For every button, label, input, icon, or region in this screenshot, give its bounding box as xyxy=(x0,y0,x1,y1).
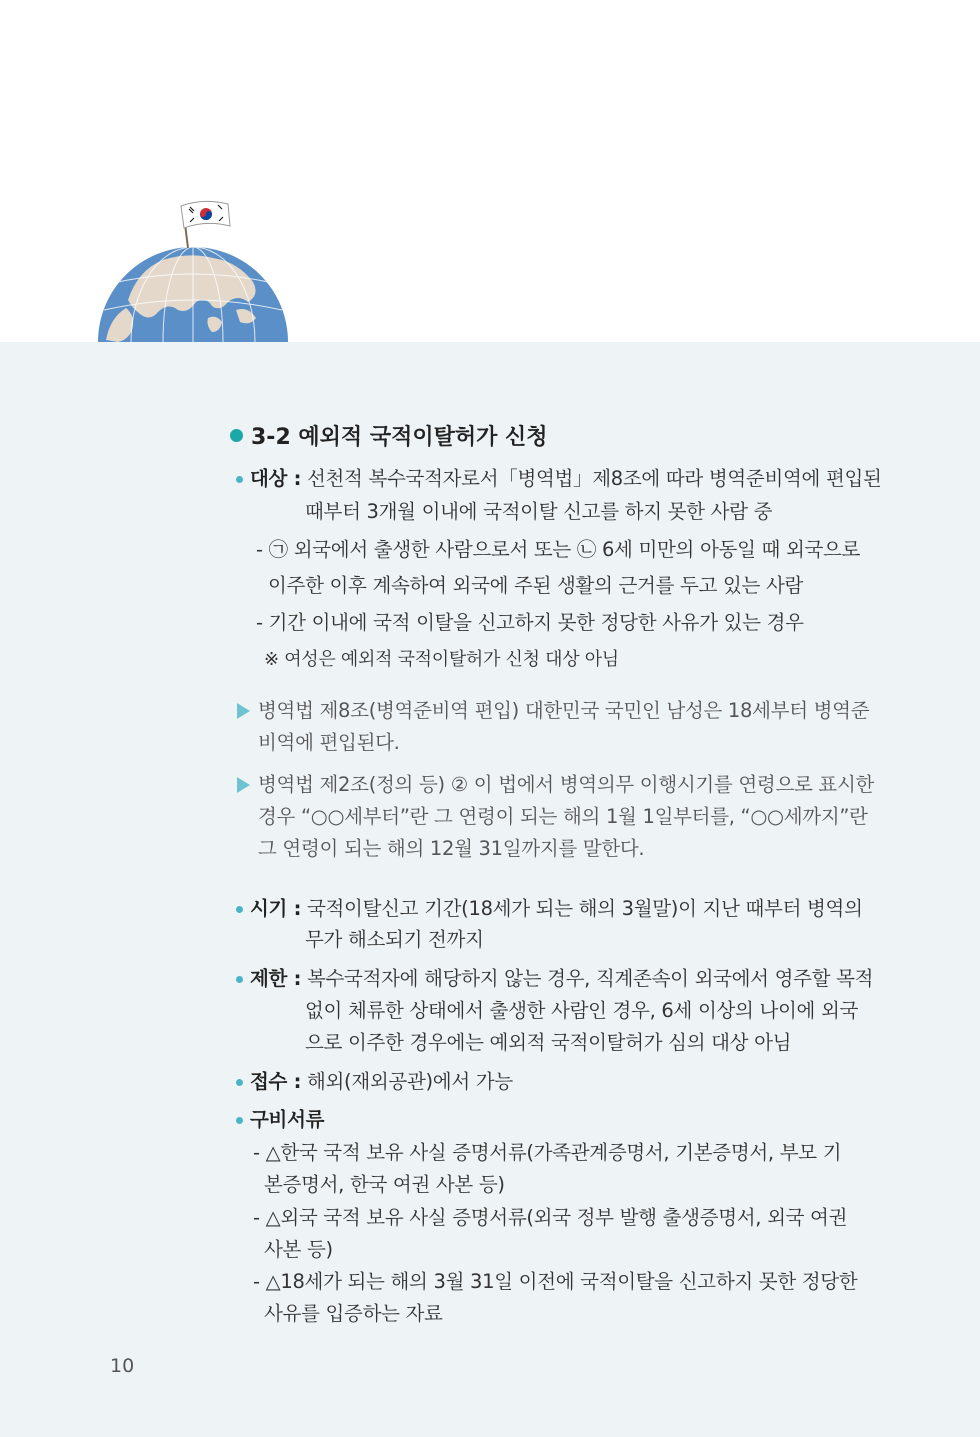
documents-item3-line1: - △18세가 되는 해의 3월 31일 이전에 국적이탈을 신고하지 못한 정당한 xyxy=(253,1270,858,1293)
reception-line xyxy=(250,1067,513,1097)
bullet-icon xyxy=(236,476,243,483)
bullet-icon xyxy=(236,976,243,983)
target-sub1-line1: - ㉠ 외국에서 출생한 사람으로서 또는 ㉡ 6세 미만의 아동일 때 외국으로 xyxy=(256,538,861,561)
arrow-icon xyxy=(237,703,250,719)
documents-item2-line2: 사본 등) xyxy=(264,1238,333,1261)
law-art2-line2: 경우 “○○세부터”란 그 연령이 되는 해의 1월 1일부터를, “○○세까지”란 xyxy=(258,805,868,828)
target-line1 xyxy=(250,464,882,494)
documents-item1-line2: 본증명서, 한국 여권 사본 등) xyxy=(264,1173,505,1196)
target-sub1-line2: 이주한 이후 계속하여 외국에 주된 생활의 근거를 두고 있는 사람 xyxy=(268,574,804,597)
law-art8-line2: 비역에 편입된다. xyxy=(258,731,400,754)
law-art8-line1: 병역법 제8조(병역준비역 편입) 대한민국 국민인 남성은 18세부터 병역준 xyxy=(258,699,870,722)
target-note: ※ 여성은 예외적 국적이탈허가 신청 대상 아님 xyxy=(264,649,619,670)
bullet-icon xyxy=(236,1117,243,1124)
korean-flag-icon xyxy=(181,201,230,228)
target-text-1: 선천적 복수국적자로서「병역법」제8조에 따라 병역준비역에 편입된 xyxy=(306,467,882,490)
section-title xyxy=(230,420,548,451)
restriction-label: 제한 : xyxy=(250,967,302,990)
bullet-icon xyxy=(236,1079,243,1086)
section-title-text: 3-2 예외적 국적이탈허가 신청 xyxy=(251,425,548,450)
target-sub2: - 기간 이내에 국적 이탈을 신고하지 못한 정당한 사유가 있는 경우 xyxy=(256,611,804,634)
bullet-icon xyxy=(236,906,243,913)
restriction-text-1: 복수국적자에 해당하지 않는 경우, 직계존속이 외국에서 영주할 목적 xyxy=(306,967,874,990)
law-art2-line3: 그 연령이 되는 해의 12월 31일까지를 말한다. xyxy=(258,837,645,860)
documents-item2-line1: - △외국 국적 보유 사실 증명서류(외국 정부 발행 출생증명서, 외국 여권 xyxy=(253,1206,848,1229)
reception-text: 해외(재외공관)에서 가능 xyxy=(306,1070,513,1093)
reception-label: 접수 : xyxy=(250,1070,302,1093)
period-text-2: 무가 해소되기 전까지 xyxy=(305,928,484,951)
period-label: 시기 : xyxy=(250,897,302,920)
documents-label: 구비서류 xyxy=(250,1108,325,1131)
period-text-1: 국적이탈신고 기간(18세가 되는 해의 3월말)이 지난 때부터 병역의 xyxy=(306,897,863,920)
title-dot-icon xyxy=(230,429,243,442)
period-line1 xyxy=(250,894,863,924)
law-art2-line1: 병역법 제2조(정의 등) ② 이 법에서 병역의무 이행시기를 연령으로 표시한 xyxy=(258,773,875,796)
target-label: 대상 : xyxy=(250,467,302,490)
arrow-icon xyxy=(237,777,250,793)
globe-icon xyxy=(88,190,298,343)
target-text-2: 때부터 3개월 이내에 국적이탈 신고를 하지 못한 사람 중 xyxy=(305,500,773,523)
restriction-line1 xyxy=(250,964,873,994)
restriction-text-3: 으로 이주한 경우에는 예외적 국적이탈허가 심의 대상 아님 xyxy=(305,1031,792,1054)
documents-item1-line1: - △한국 국적 보유 사실 증명서류(가족관계증명서, 기본증명서, 부모 기 xyxy=(253,1141,842,1164)
page-number: 10 xyxy=(110,1355,135,1377)
documents-item3-line2: 사유를 입증하는 자료 xyxy=(264,1302,443,1325)
restriction-text-2: 없이 체류한 상태에서 출생한 사람인 경우, 6세 이상의 나이에 외국 xyxy=(305,999,859,1022)
